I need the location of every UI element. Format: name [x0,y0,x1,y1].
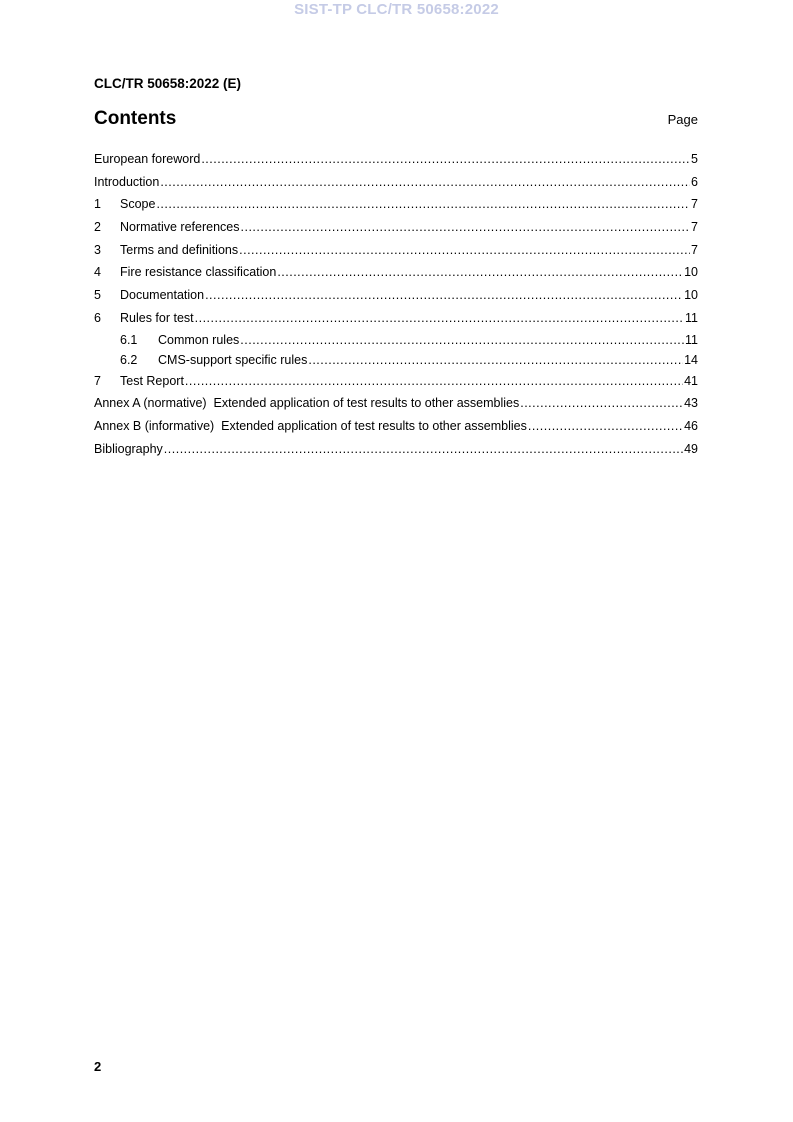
toc-dot-leader [195,307,684,330]
toc-entry-title: Annex B (informative) Extended application of test results to other assemblies [94,418,527,433]
toc-dot-leader [277,261,683,284]
toc-entry-page: 11 [685,310,698,325]
contents-heading: Contents [94,108,177,129]
toc-dot-leader [201,148,690,171]
toc-entry-title: Scope [120,197,156,212]
toc-entry-cms-support-specific-rules[interactable] [94,350,698,370]
toc-entry-title: Fire resistance classification [120,265,277,280]
toc-entry-page: 46 [684,418,698,433]
toc-entry-page: 7 [691,197,698,212]
toc-entry-title: Terms and definitions [120,242,239,257]
toc-entry-fire-resistance-classification[interactable] [94,261,698,284]
toc-dot-leader [528,415,683,438]
toc-entry-title: Normative references [120,220,240,235]
toc-entry-terms-and-definitions[interactable] [94,239,698,262]
table-of-contents [94,148,698,460]
toc-entry-title: Documentation [120,288,205,303]
toc-entry-title: Introduction [94,174,160,189]
toc-entry-test-report[interactable] [94,370,698,393]
toc-entry-page: 6 [691,174,698,189]
toc-entry-rules-for-test[interactable] [94,307,698,330]
toc-entry-scope[interactable] [94,193,698,216]
toc-entry-page: 43 [684,396,698,411]
toc-entry-page: 49 [684,441,698,456]
toc-entry-number: 6.2 [120,352,138,367]
toc-entry-title: Bibliography [94,441,163,456]
toc-entry-bibliography[interactable] [94,438,698,461]
toc-entry-title: Test Report [120,373,184,388]
toc-dot-leader [205,284,683,307]
toc-entry-page: 10 [684,288,698,303]
toc-dot-leader [164,438,683,461]
toc-entry-annex-a[interactable] [94,392,698,415]
document-id: CLC/TR 50658:2022 (E) [94,76,242,91]
toc-entry-page: 11 [685,332,698,347]
page-number: 2 [94,1059,102,1074]
toc-entry-page: 41 [684,373,698,388]
toc-entry-title: CMS-support specific rules [158,352,308,367]
toc-entry-number: 6 [94,310,101,325]
toc-dot-leader [241,216,691,239]
toc-entry-title: Common rules [158,332,240,347]
toc-dot-leader [520,392,683,415]
watermark: SIST-TP CLC/TR 50658:2022 [294,1,499,18]
toc-entry-annex-b[interactable] [94,415,698,438]
toc-entry-number: 4 [94,265,101,280]
toc-entry-title: European foreword [94,152,201,166]
toc-entry-page: 10 [684,265,698,280]
toc-entry-title: Rules for test [120,310,194,325]
toc-dot-leader [156,193,690,216]
toc-entry-title: Annex A (normative) Extended application of test results to other assemblies [94,396,520,411]
toc-entry-number: 2 [94,220,101,235]
toc-entry-page: 7 [691,242,698,257]
toc-dot-leader [308,350,683,370]
toc-entry-number: 6.1 [120,332,138,347]
toc-dot-leader [239,239,690,262]
toc-entry-page: 7 [691,220,698,235]
toc-entry-page: 5 [691,152,698,166]
toc-entry-number: 3 [94,242,101,257]
toc-dot-leader [185,370,683,393]
toc-entry-normative-references[interactable] [94,216,698,239]
toc-entry-european-foreword[interactable] [94,148,698,171]
toc-entry-introduction[interactable] [94,171,698,194]
toc-dot-leader [160,171,690,194]
toc-entry-number: 7 [94,373,101,388]
toc-entry-page: 14 [684,352,698,367]
toc-entry-documentation[interactable] [94,284,698,307]
toc-entry-number: 5 [94,288,101,303]
toc-entry-common-rules[interactable] [94,330,698,350]
page-column-label: Page [667,112,698,127]
toc-dot-leader [240,330,684,350]
toc-entry-number: 1 [94,197,101,212]
